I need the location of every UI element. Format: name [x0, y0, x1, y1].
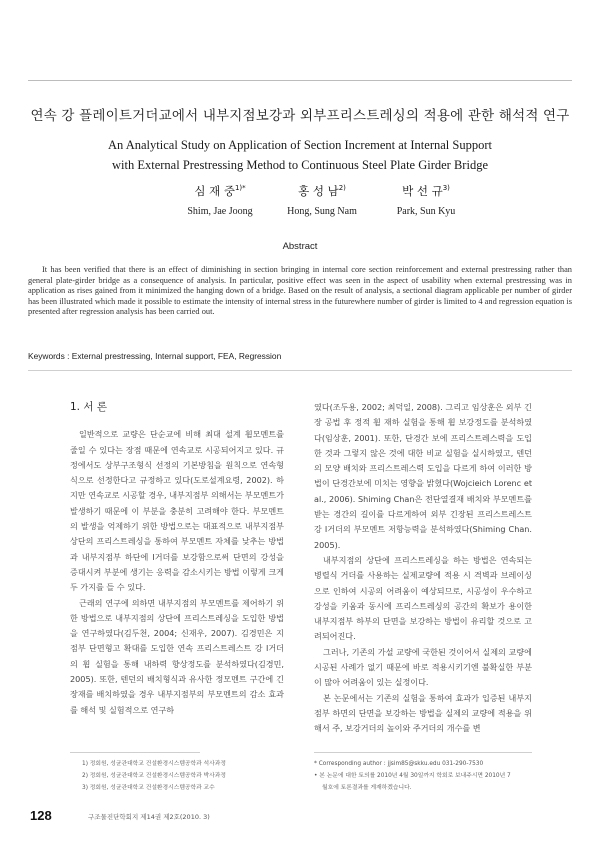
paper-title-english — [20, 135, 580, 175]
body-paragraph: 본 논문에서는 기존의 실험을 통하여 효과가 입증된 내부지점부 하면의 단면을 보강하는 방법을 실제의 교량에 적용을 위해서 주, 보강거더의 높이와 주거더의 개수를 변 — [314, 692, 532, 734]
paper-title-korean: 연속 강 플레이트거더교에서 내부지점보강과 외부프리스트레싱의 적용에 관한 해석적 연구 — [30, 108, 570, 124]
author-affiliation-footnotes — [82, 758, 292, 794]
title-en-line-1: An Analytical Study on Application of Section Increment at Internal Support — [108, 138, 492, 152]
corresponding-author-note: * Corresponding author : jjsim85@skku.edu 031-290-7530 — [314, 761, 484, 767]
body-paragraph: 근래의 연구에 의하면 내부지점의 부모멘트를 제어하기 위한 방법으로 내부지점의 상단에 프리스트레싱을 도입한 방법을 연구하였다(김두천, 2004; 신재우, 2007). 김경민은 지점부 단면형고 확대를 도입한 연속 프리스트레스트 강 I거더의 휨 실험을 통해 내하력 향상정도를 분석하였다(김경민, 2005). 또한, 텐던의 배치형식과 유사한 정모멘트 구간에 긴장재를 배치하였을 경우 내부지점부의 부모멘트의 감소 효과를 해석 및 실험적으로 연구하 — [70, 597, 284, 715]
author-1-name-en: Shim, Jae Joong — [187, 206, 253, 217]
discussion-note: • 본 논문에 대한 토의를 2010년 4월 30일까지 학회로 보내주시면 2010년 7 — [314, 773, 511, 779]
abstract-text: It has been verified that there is an effect of diminishing in section bringing in internal core section reinforcement and external prestressing rather than general plate-girder bridge as a consequence of analysis. In particular, positive effect was seen in the aspect of usability when external prestressing was in application as rises gained from it minimized the hanging down of a bridge. Based on the result of analysis, a sectional diagram applicable per number of girder has been illustrated which made it possible to estimate the intensity of internal stress in the futurewhere number of girder is limited to 4 and regression equation is presented after regression analysis has been carried out. — [28, 265, 572, 317]
body-paragraph: 내부지점의 상단에 프리스트레싱을 하는 방법은 연속되는 병렬식 거더를 사용하는 실제교량에 적용 시 격벽과 브레이싱으로 인하여 시공의 어려움이 예상되므로, 시공성이 우수하고 강성을 키움과 동시에 프리스트레싱의 공간의 확보가 용이한 내부지점부 하부의 단면을 보강하는 방법이 유리할 것으로 고려되어진다. — [314, 554, 532, 642]
author-3 — [356, 183, 496, 217]
discussion-note-cont: 월호에 토론결과를 게재하겠습니다. — [322, 785, 412, 791]
author-2-name-en: Hong, Sung Nam — [287, 206, 357, 217]
body-paragraph: 일반적으로 교량은 단순교에 비해 최대 설계 휨모멘트를 줄일 수 있다는 장점 때문에 연속교로 시공되어지고 있다. 규정에서도 상부구조형식 선정의 기본방침을 원칙으로 연속형식으로 선정한다고 규정하고 있다(도로설계요령, 2002). 하지만 연속교로 시공할 경우, 내부지점부 의해서는 부모멘트가 발생하기 때문에 이 부분을 충분히 고려해야 한다. 부모멘트의 발생을 억제하기 위한 방법으로는 대표적으로 내부지점부 상단의 프리스트레싱을 통하여 부모멘트 자체를 낮추는 방법과 내부지점부 하단에 I거더를 보강함으로써 단면의 강성을 증대시켜 부분에 생기는 응력을 감소시키는 방법 이렇게 크게 두 가지를 들 수 있다. — [70, 429, 284, 593]
title-en-line-2: with External Prestressing Method to Continuous Steel Plate Girder Bridge — [112, 158, 488, 172]
footnote-rule-left — [70, 752, 200, 753]
body-column-right — [314, 400, 532, 737]
body-paragraph: 그러나, 기존의 가설 교량에 국한된 것이어서 실제의 교량에 시공된 사례가 없기 때문에 바로 적용시키기엔 불확실한 부분이 많아 어려움이 있는 실정이다. — [314, 646, 532, 688]
footnote-2: 2) 정회원, 성균관대학교 건설환경시스템공학과 박사과정 — [82, 773, 226, 779]
author-list — [0, 183, 600, 223]
body-paragraph: 였다(조두용, 2002; 최덕일, 2008). 그리고 임상훈은 외부 긴장 공법 후 정적 휨 재하 실험을 통해 휨 보강정도를 분석하였다(임상훈, 2001). 또한, 단경간 보에 프리스트레스력을 도입한 것과 그렇지 않은 것에 대한 비교 실험을 실시하였고, 텐던의 모양 배치와 프리스트레스력 도입을 다르게 하여 이러한 방법이 단경간보에 미치는 영향을 밝혔다(Wojcieich Lorenc et al., 2006). Shiming Chan은 전단열결재 배치와 부모멘트를 받는 경간의 길이를 다르게하여 외부 긴장된 프리스트레스트 강 I거더의 부모멘트 저항능력을 분석하였다(Shiming Chan. 2005). — [314, 402, 532, 550]
author-2-affiliation-mark: 2) — [338, 184, 346, 193]
author-3-name-ko: 박 선 규 — [402, 184, 443, 198]
journal-citation: 구조물진단학회지 제14권 제2호(2010. 3) — [88, 813, 210, 821]
author-3-name-en: Park, Sun Kyu — [396, 206, 456, 217]
section-heading-introduction: 1. 서 론 — [70, 401, 107, 413]
page-number: 128 — [30, 808, 52, 823]
footnote-3: 3) 정회원, 성균관대학교 건설환경시스템공학과 교수 — [82, 785, 215, 791]
footnote-rule-right — [314, 752, 532, 753]
abstract-rule — [28, 370, 572, 371]
abstract-heading: Abstract — [282, 241, 318, 252]
author-2-name-ko: 홍 성 남 — [298, 184, 339, 198]
author-3-affiliation-mark: 3) — [442, 184, 450, 193]
top-rule — [28, 80, 572, 81]
correspondence-footnotes — [314, 758, 544, 794]
footnote-1: 1) 정회원, 성균관대학교 건설환경시스템공학과 석사과정 — [82, 761, 226, 767]
author-1-name-ko: 심 재 중 — [194, 184, 235, 198]
author-1-affiliation-mark: 1)* — [234, 184, 246, 193]
body-column-left — [70, 400, 284, 718]
keywords: Keywords : External prestressing, Internal support, FEA, Regression — [28, 351, 282, 361]
